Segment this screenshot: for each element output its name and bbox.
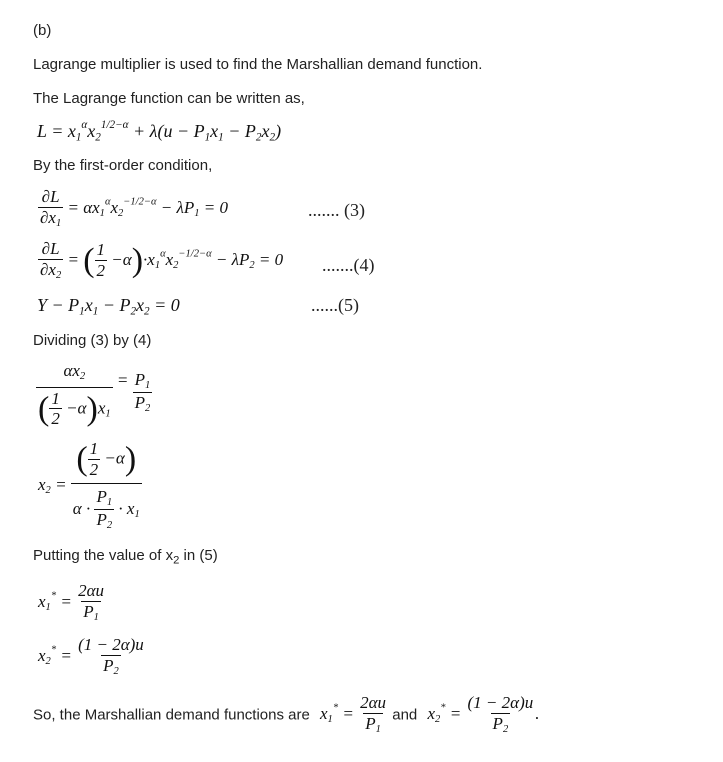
- conclusion-line: [33, 694, 539, 736]
- conclusion-x1-star: $x_1^*$ = $\frac{2\alpha u}{P_1}$: [320, 693, 386, 735]
- conclusion-prefix: So, the Marshallian demand functions are: [33, 706, 310, 724]
- conclusion-x2-star: $x_2^*$ = $\frac{(1 - 2\alpha)u}{P_2}$ .: [427, 693, 540, 735]
- part-label: (b): [33, 22, 52, 39]
- ratio-equation: $\alpha x_2$ ( $\frac{1}{2}$ $-\alpha)x_1$ = $\frac{P_1}{P_2}$: [38, 361, 151, 429]
- putting-text: Putting the value of $x_2$ in (5): [33, 547, 218, 567]
- equation-number-4: .......(4): [322, 255, 375, 275]
- lagrange-function-equation: $L = x_1^\alpha x_2^{1/2-\alpha} + \lambda(u - P_1x_1 - P_2x_2)$: [37, 119, 282, 144]
- conclusion-and: and: [392, 706, 418, 724]
- x1-star-equation: $x_1^*$ = $\frac{2\alpha u}{P_1}$: [38, 581, 104, 623]
- x2-solution-equation: $x_2$ = ( $\frac{1}{2}$ −α) α · $\frac{P_1}{P_2}$ · $x_1$: [38, 439, 140, 532]
- equation-number-3: ....... (3): [308, 200, 365, 220]
- foc-equation-3: $\frac{\partial L}{\partial x_1}$ = $\alpha x_1^\alpha x_2^{-1/2-\alpha} - \lambda P_1 = 0$: [40, 187, 228, 229]
- foc-intro-text: By the first-order condition,: [33, 157, 213, 174]
- lagrange-intro-text: The Lagrange function can be written as,: [33, 90, 305, 107]
- x2-star-equation: $x_2^*$ = $\frac{(1 - 2\alpha)u}{P_2}$: [38, 635, 144, 677]
- dividing-text: Dividing (3) by (4): [33, 332, 152, 349]
- equation-number-5: ......(5): [311, 295, 359, 315]
- intro-text: Lagrange multiplier is used to find the Marshallian demand function.: [33, 56, 483, 73]
- foc-equation-4: $\frac{\partial L}{\partial x_2}$ = ( $\frac{1}{2}$ $-\alpha)\cdot x_1^\alpha x_2^{-1/2-\alpha} - \lambda P_2 = 0$: [40, 239, 284, 281]
- budget-equation-5: $Y - P_1x_1 - P_2x_2 = 0$: [37, 295, 180, 318]
